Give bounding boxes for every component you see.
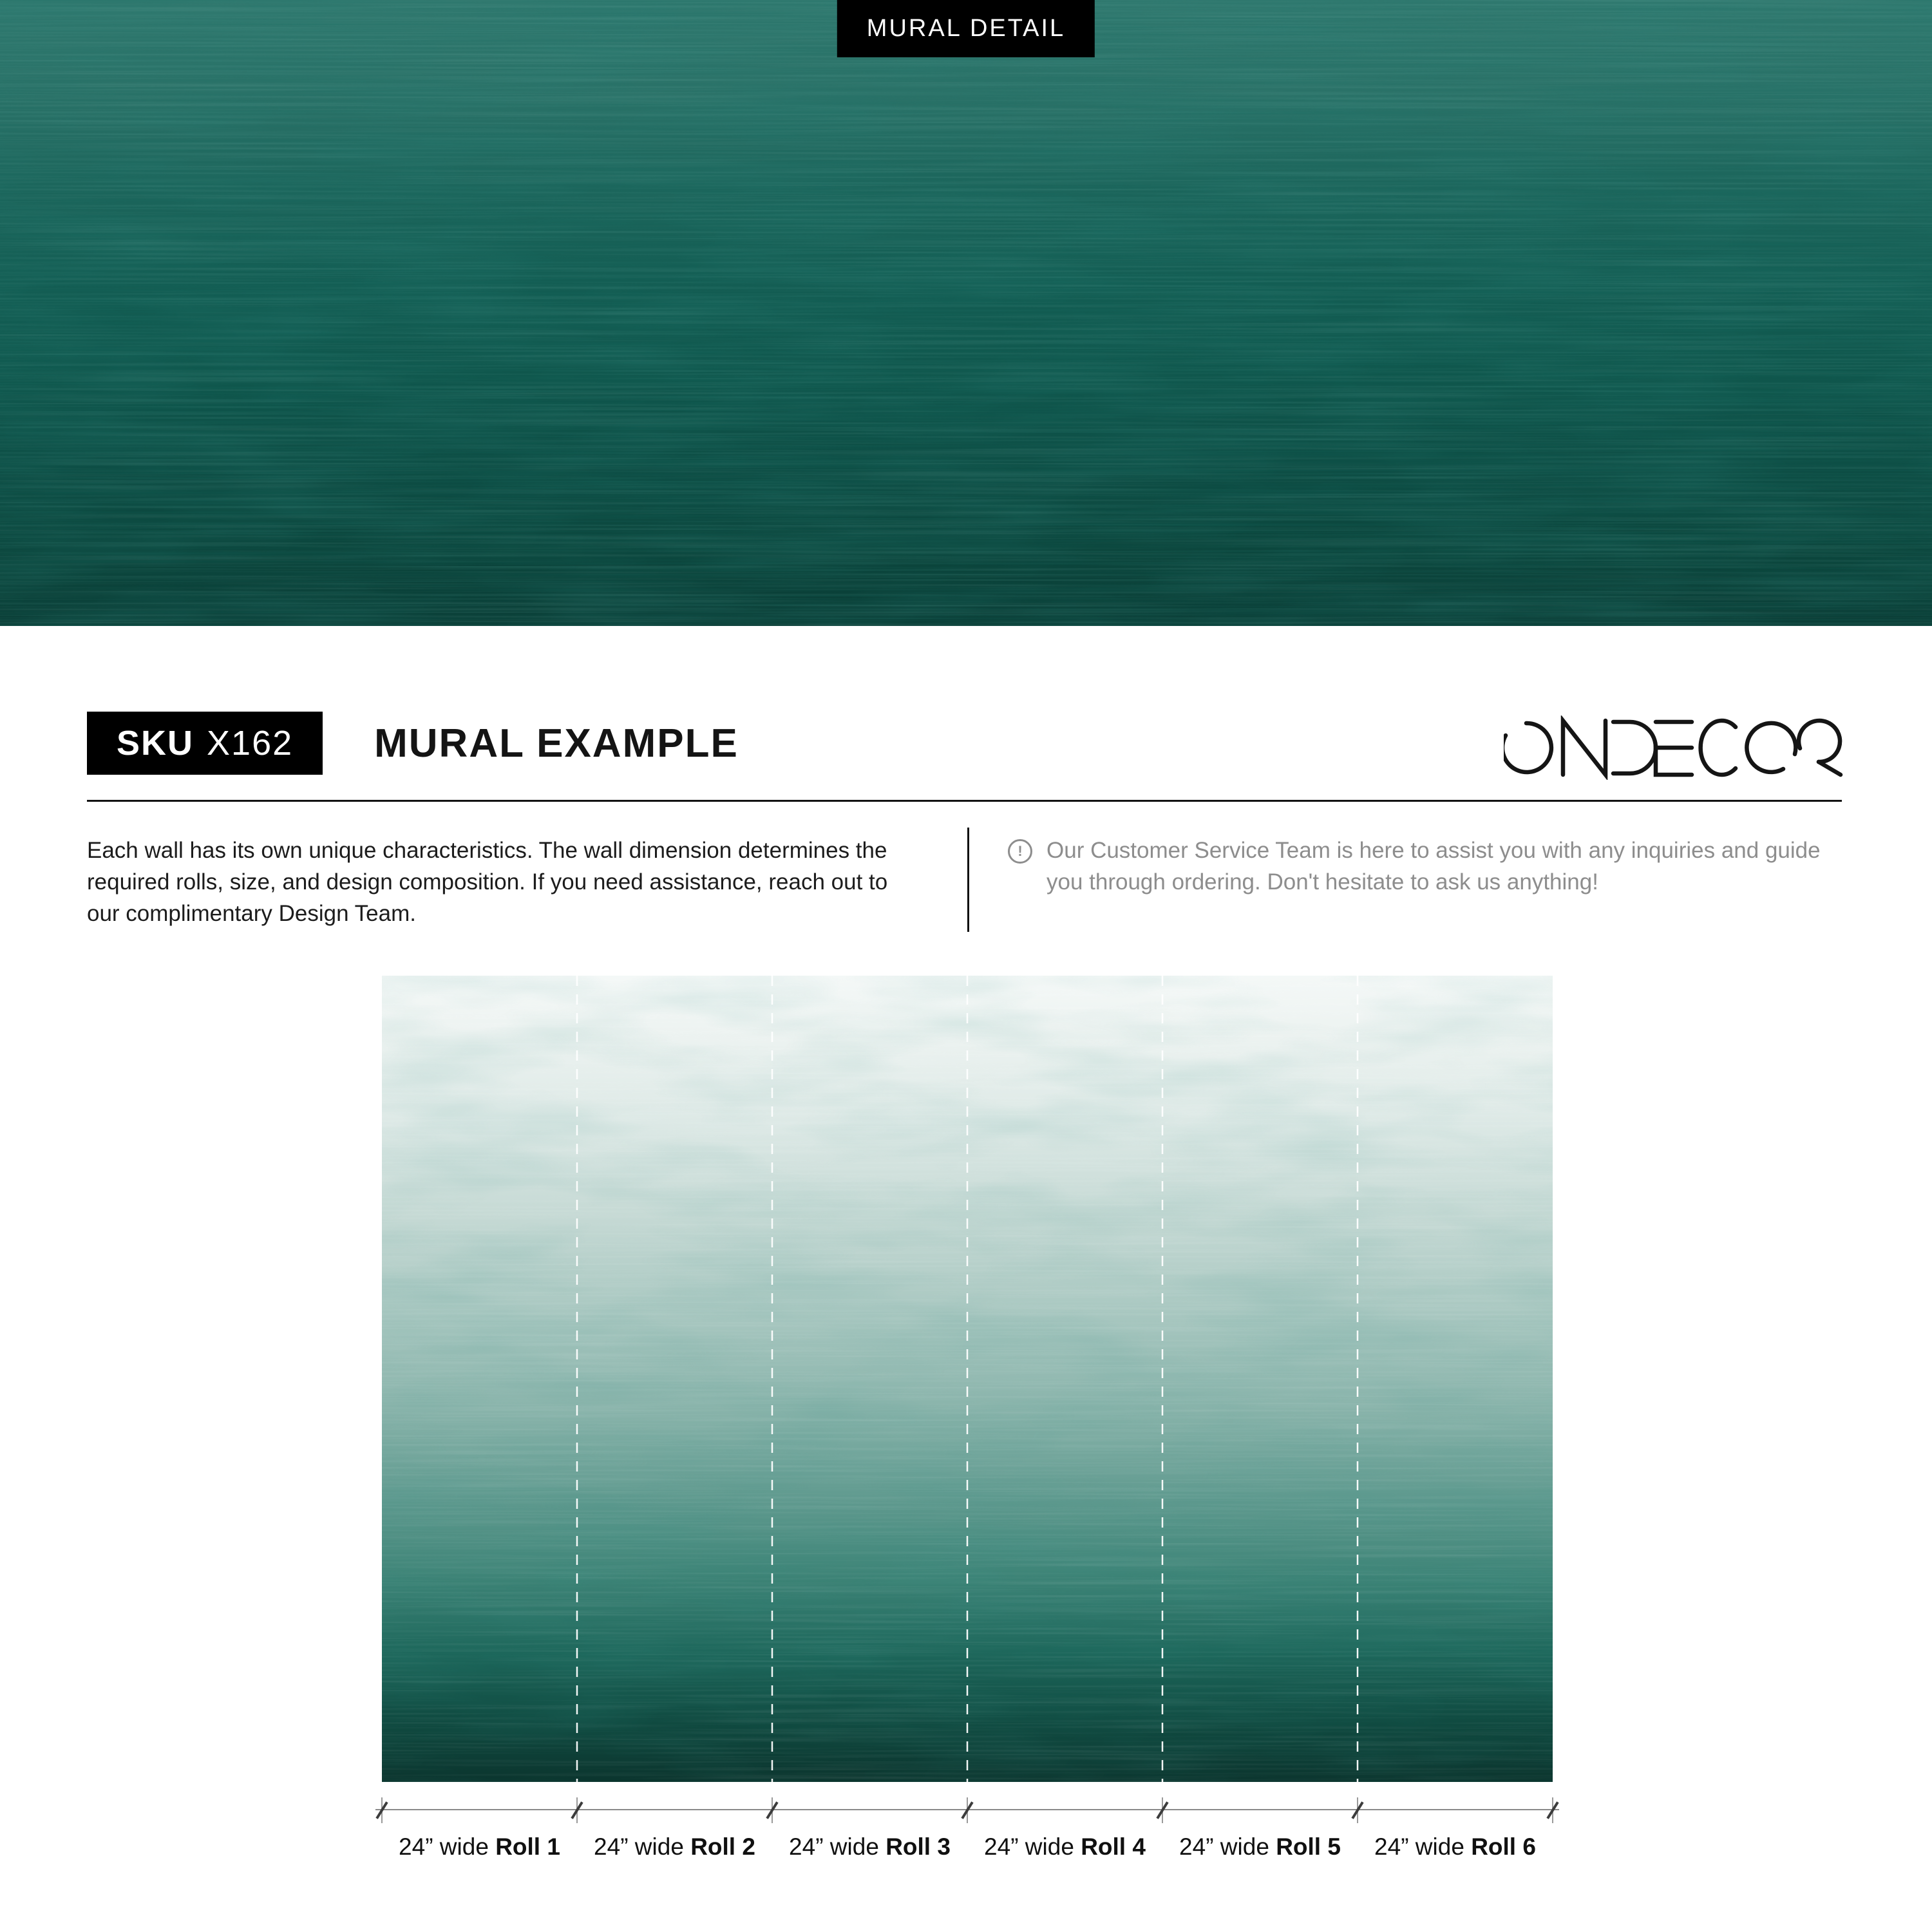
page-title: MURAL EXAMPLE [374,721,739,766]
intro-section [87,835,1845,929]
sku-label: SKU [117,724,194,762]
roll-label [967,1833,1162,1861]
support-note-text: Our Customer Service Team is here to assist you with any inquiries and guide you through ordering. Don't hesitate to ask us anything! [1046,838,1821,895]
mural-detail-badge [837,0,1095,57]
roll-width: 24” wide [1374,1833,1464,1860]
sku-badge [87,712,323,775]
sku-value: X162 [207,724,294,762]
roll-number: Roll 4 [1081,1833,1146,1860]
mural-detail-image [0,0,1932,626]
roll-label [772,1833,967,1861]
support-note [1008,835,1845,929]
column-divider [967,828,969,932]
roll-width: 24” wide [594,1833,684,1860]
header [87,712,1845,775]
brand-logo [1504,715,1845,780]
header-divider [87,800,1842,802]
info-icon: ! [1008,839,1032,864]
roll-width: 24” wide [399,1833,489,1860]
mural-detail-texture [0,0,1932,626]
roll-width: 24” wide [789,1833,879,1860]
roll-number: Roll 6 [1471,1833,1536,1860]
mural-detail-label: MURAL DETAIL [866,15,1066,42]
intro-text: Each wall has its own unique characteristics. The wall dimension determines the required rolls, size, and design composition. If you need assistance, reach out to our complimentary Design Team. [87,838,888,926]
roll-label [1162,1833,1358,1861]
roll-width: 24” wide [1179,1833,1269,1860]
dimension-line [375,1809,1559,1810]
roll-number: Roll 2 [690,1833,755,1860]
roll-width: 24” wide [984,1833,1074,1860]
roll-label [577,1833,772,1861]
roll-label [1358,1833,1553,1861]
roll-labels [382,1833,1553,1861]
roll-number: Roll 1 [495,1833,560,1860]
mural-example [382,976,1553,1861]
ondecor-logo-icon [1504,715,1845,780]
roll-label [382,1833,577,1861]
roll-number: Roll 5 [1276,1833,1341,1860]
roll-number: Roll 3 [886,1833,951,1860]
mural-example-image [382,976,1553,1782]
